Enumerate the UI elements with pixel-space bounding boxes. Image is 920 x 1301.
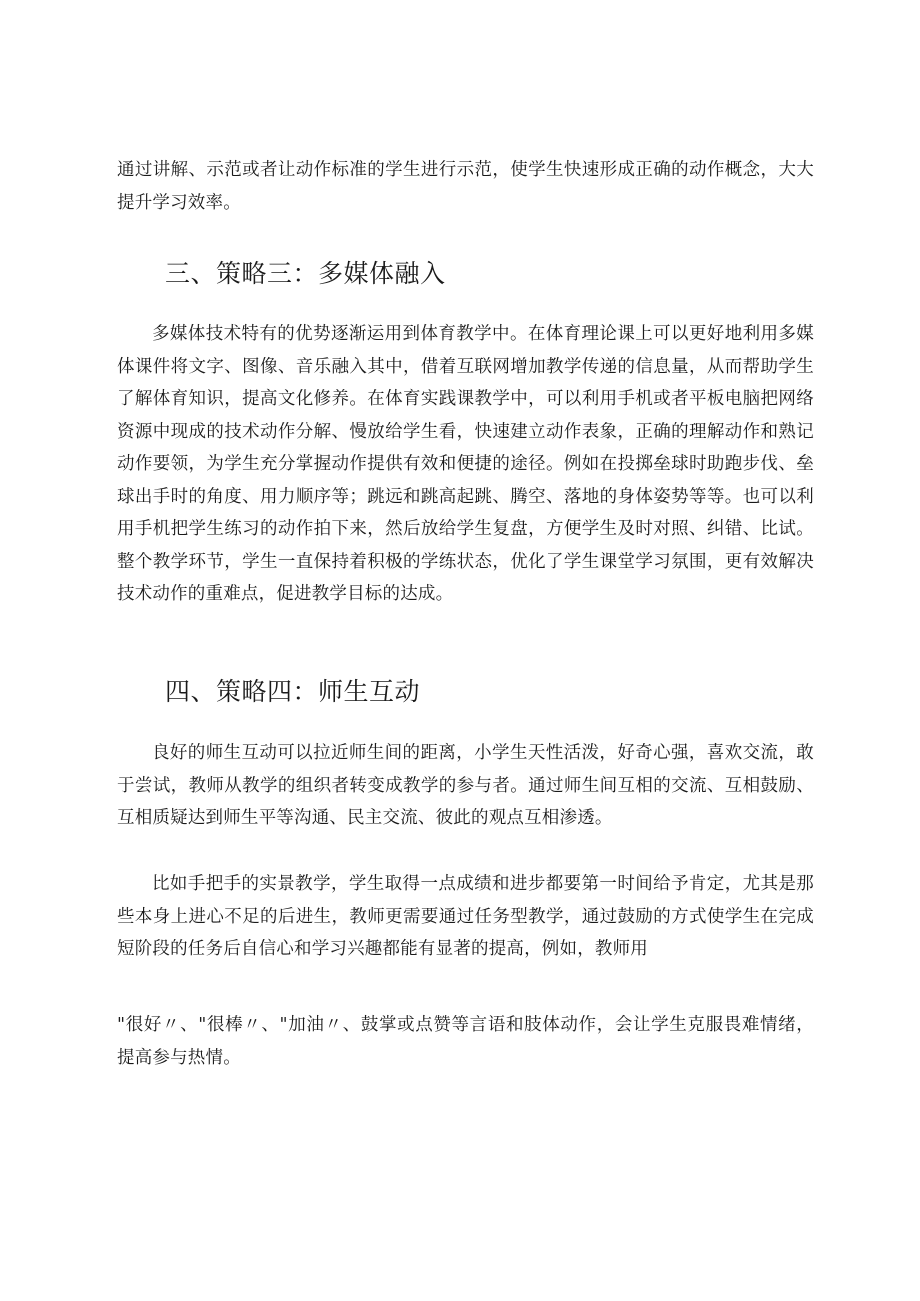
section-4-heading: 四、策略四：师生互动: [165, 677, 421, 706]
intro-paragraph: 通过讲解、示范或者让动作标准的学生进行示范，使学生快速形成正确的动作概念，大大提升学习效率。: [117, 160, 814, 213]
section-3-paragraph: 多媒体技术特有的优势逐渐运用到体育教学中。在体育理论课上可以更好地利用多媒体课件将文字、图像、音乐融入其中，借着互联网增加教学传递的信息量，从而帮助学生了解体育知识，提高文化修养。在体育实践课教学中，可以利用手机或者平板电脑把网络资源中现成的技术动作分解、慢放给学生看，快速建立动作表象，正确的理解动作和熟记动作要领，为学生充分掌握动作提供有效和便捷的途径。例如在投掷垒球时助跑步伐、垒球出手时的角度、用力顺序等；跳远和跳高起跳、腾空、落地的身体姿势等等。也可以利用手机把学生练习的动作拍下来，然后放给学生复盘，方便学生及时对照、纠错、比试。整个教学环节，学生一直保持着积极的学练状态，优化了学生课堂学习氛围，更有效解决技术动作的重难点，促进教学目标的达成。: [117, 324, 814, 604]
section-3-heading: 三、策略三：多媒体融入: [165, 259, 446, 288]
section-4-paragraph-1: 良好的师生互动可以拉近师生间的距离，小学生天性活泼，好奇心强，喜欢交流，敢于尝试，教师从教学的组织者转变成教学的参与者。通过师生间互相的交流、互相鼓励、互相质疑达到师生平等沟通、民主交流、彼此的观点互相渗透。: [117, 743, 814, 828]
section-4-paragraph-3: "很好〃、"很棒〃、"加油〃、鼓掌或点赞等言语和肢体动作，会让学生克服畏难情绪，提高参与热情。: [117, 1015, 814, 1068]
section-4-paragraph-2: 比如手把手的实景教学，学生取得一点成绩和进步都要第一时间给予肯定，尤其是那些本身上进心不足的后进生，教师更需要通过任务型教学，通过鼓励的方式使学生在完成短阶段的任务后自信心和学习兴趣都能有显著的提高，例如，教师用: [117, 874, 814, 959]
